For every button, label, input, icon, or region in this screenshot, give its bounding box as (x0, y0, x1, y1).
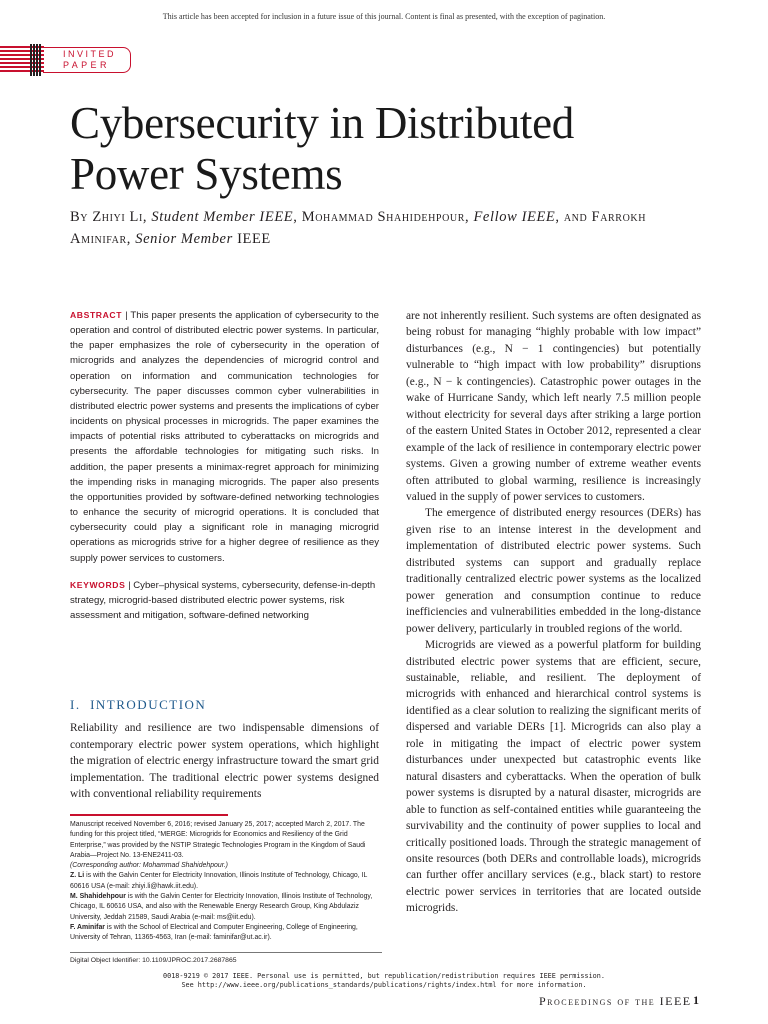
intro-paragraph-right-1: are not inherently resilient. Such systems are often designated as being robust for managing “highly probable with low impact” disturbances (e.g., N − 1 contingencies) but potentially vulnerable to “high impact with low probability” disruptions (e.g., N − k contingencies). Catastrophic power outages in the wake of Hurricane Sandy, which left nearly 7.5 million people without electricity for several days after striking a large portion of the eastern United States in October 2012, represented a clear example of the lack of resilience in contemporary electric power systems. Given a growing number of extreme weather events often attributed to global warming, resilience is increasingly valued in the supply of power services to customers. (406, 310, 701, 503)
footnotes (70, 820, 380, 944)
author-2-name: Mohammad Shahidehpour (301, 209, 465, 225)
title-line-2: Power Systems (70, 149, 343, 199)
right-column (406, 308, 701, 917)
author-2-role: Fellow IEEE (473, 209, 556, 225)
badge-line-invited: INVITED (63, 49, 117, 59)
title-line-1: Cybersecurity in Distributed (70, 98, 575, 148)
keywords (70, 578, 379, 623)
author-byline (70, 206, 710, 250)
byline-comma-5: , (126, 231, 131, 247)
byline-comma-4: , (555, 209, 560, 225)
keywords-label: KEYWORDS (70, 579, 126, 590)
intro-paragraph-left: Reliability and resilience are two indispensable dimensions of contemporary electric power system operations, which highlight the migration of electric energy infrastructure toward the smart grid implementation. The traditional electric power systems designed with conventional reliability requirements (70, 722, 379, 800)
byline-comma-1: , (142, 209, 148, 225)
copyright-line-2: See http://www.ieee.org/publications_standards/publications/rights/index.html for more information. (181, 981, 587, 989)
invited-paper-badge-bars (30, 44, 40, 76)
article-title (70, 98, 710, 200)
footnote-author-2-name: M. Shahidehpour (70, 893, 126, 901)
footnote-rule (70, 814, 228, 816)
section-heading-introduction (70, 697, 206, 713)
footnote-author-1-name: Z. Li (70, 872, 85, 880)
intro-paragraph-right-2: The emergence of distributed energy resources (DERs) has given rise to an intense interest in the development and implementation of distributed electric power systems. Such distributed systems can support and gradually replace traditionally centralized electric power systems as the localized power generation and consumption continue to reduce inefficiencies and vulnerabilities embedded in the long-distance power delivery, particularly in troubled regions of the world. (406, 507, 701, 635)
doi-link[interactable]: Digital Object Identifier: 10.1109/JPROC.2017.2687865 (70, 957, 237, 964)
abstract-separator: | (122, 310, 131, 321)
byline-comma-2: , (293, 209, 298, 225)
footnote-corresponding: (Corresponding author: Mohammad Shahidehpour.) (70, 862, 228, 870)
author-3-org: IEEE (237, 231, 271, 247)
copyright-notice (0, 972, 768, 990)
journal-name: Proceedings of the IEEE (539, 994, 692, 1008)
footnote-author-1-text: is with the Galvin Center for Electricity Innovation, Illinois Institute of Technology, Chicago, IL 60616 USA (e-mail: zhiyi.li@hawk.iit.edu). (70, 872, 368, 890)
section-number: I. (70, 697, 81, 712)
author-1-name: Zhiyi Li (92, 209, 143, 225)
page-number: 1 (693, 993, 699, 1007)
copyright-line-1: 0018-9219 © 2017 IEEE. Personal use is permitted, but republication/redistribution requires IEEE permission. (163, 972, 605, 980)
section-title: INTRODUCTION (90, 697, 207, 712)
author-3-role: Senior Member (135, 231, 233, 247)
footnote-manuscript-text: Manuscript received November 6, 2016; revised January 25, 2017; accepted March 2, 2017. The funding for this project titled, “MERGE: Microgrids for Economics and Resiliency of the Grid Enterprise,” was provided by the NSTIP Strategic Technologies Program in the Kingdom of Saudi Arabia—Project No. 13-ENE2411-03. (70, 821, 366, 859)
footnote-author-3 (70, 923, 380, 944)
footnote-author-3-name: F. Aminifar (70, 923, 105, 931)
footnote-author-1 (70, 871, 380, 892)
intro-paragraph-right-3: Microgrids are viewed as a powerful platform for building distributed electric power systems that are efficient, secure, sustainable, reliable, and resilient. The deployment of microgrids with enhanced and hierarchical control systems is identified as a clear solution to realizing the significant merits of dispersed and variable DERs [1]. Microgrids can also play a role in mitigating the impact of electric power system disturbances under unexpected but catastrophic events like natural disasters and cyberattacks. When the operation of bulk power systems is disrupted by a natural disaster, microgrids are able to function as self-contained entities while guaranteeing the survivability and the continuity of power supplies to local and critically positioned loads. Through the strategic management of onsite resources (both DERs and controllable loads), microgrids can further offer ancillary services (e.g., black start) to restore electric power services in territories that are located outside microgrids. (406, 639, 701, 915)
author-3-name: Farrokh Aminifar (70, 209, 647, 247)
byline-comma-3: , (465, 209, 470, 225)
acceptance-notice: This article has been accepted for inclusion in a future issue of this journal. Content is final as presented, with the exception of pagination. (162, 12, 606, 21)
abstract (70, 308, 379, 566)
byline-by: By (70, 209, 89, 225)
footnote-manuscript (70, 820, 380, 871)
keywords-separator: | (125, 579, 134, 591)
byline-and: and (563, 209, 588, 225)
left-column (70, 308, 379, 623)
doi-rule (70, 952, 382, 953)
keywords-text: Cyber–physical systems, cybersecurity, defense-in-depth strategy, microgrid-based distributed electric power systems, risk assessment and mitigation, software-defined networking (70, 579, 376, 621)
abstract-label: ABSTRACT (70, 310, 123, 320)
invited-paper-label (63, 49, 116, 70)
badge-line-paper: PAPER (63, 59, 110, 70)
footnote-author-2 (70, 892, 380, 923)
author-1-role: Student Member IEEE (151, 209, 294, 225)
abstract-text: This paper presents the application of cybersecurity to the operation and control of distributed electric power systems. In particular, the paper emphasizes the role of cybersecurity in the operation of microgrids and analyzes the dependencies of microgrid control and operation on information and communication technologies for cybersecurity. The paper discusses common cyber vulnerabilities in distributed electric power systems and presents the implications of cyber incidents on physical processes in microgrids. The paper examines the impacts of potential risks attributed to cyberattacks on microgrids and presents the affordable technologies for mitigating such risks. In addition, the paper presents a minimax-regret approach for minimizing the impending risks in managing microgrids. The paper also presents the opportunities provided by software-defined networking technologies to enhance the security of microgrid operations. It is concluded that cybersecurity could play a significant role in managing microgrid operations as microgrids strive for a higher degree of resilience as they supply power services to customers. (70, 310, 379, 564)
footnote-author-2-text: is with the Galvin Center for Electricity Innovation, Illinois Institute of Technology, Chicago, IL 60616 USA, and also with the Renewable Energy Research Group, King Abdulaziz University, Jeddah 21589, Saudi Arabia (e-mail: ms@iit.edu). (70, 893, 373, 921)
footnote-author-3-text: is with the School of Electrical and Computer Engineering, College of Engineering, University of Tehran, 11365-4563, Iran (e-mail: faminifar@ut.ac.ir). (70, 923, 358, 942)
